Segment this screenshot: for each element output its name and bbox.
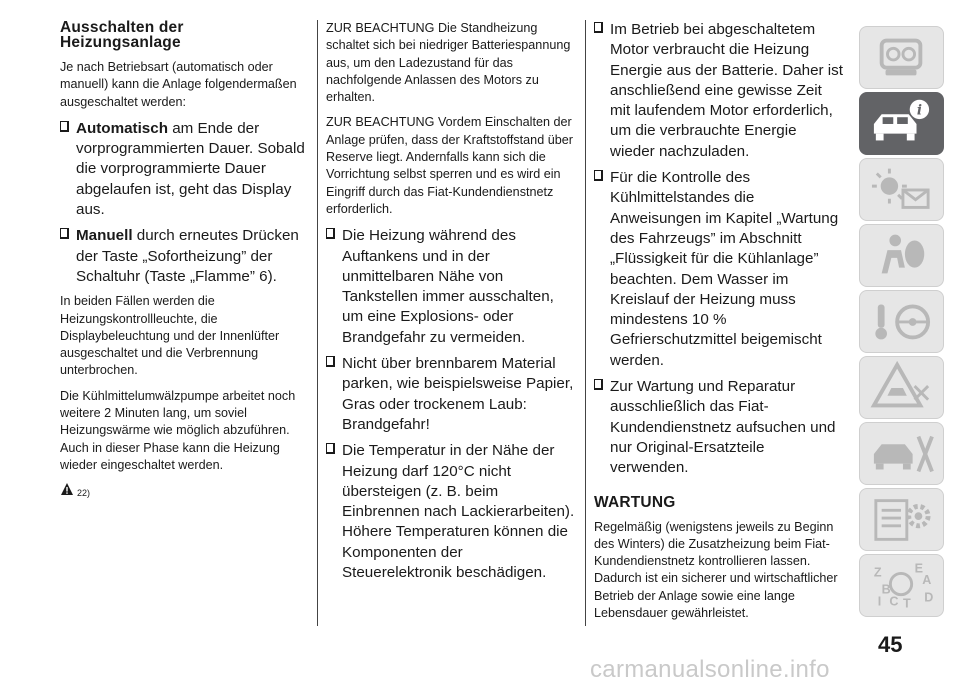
intro-paragraph: Je nach Betriebsart (automatisch oder manuell) kann die Anlage folgendermaßen ausgeschaltet werden: (60, 60, 297, 109)
tab-starting-driving[interactable] (859, 290, 944, 353)
bullet-item: Im Betrieb bei abgeschaltetem Motor verbraucht die Heizung Energie aus der Batterie. Daher ist anschließend eine gewisse Zeit mit laufendem Motor erforderlich, um die verbrauchte Energie wieder nachzuladen. (594, 20, 844, 162)
maintenance-icon (860, 489, 943, 550)
warning-lights-icon (860, 357, 943, 418)
column-divider (317, 20, 318, 626)
checkbox-bullet-icon (60, 228, 69, 239)
bullet-item: Die Temperatur in der Nähe der Heizung darf 120°C nicht übersteigen (z. B. beim Einbrennen nach Lackierarbeiten). Höhere Temperaturen können die Komponenten der Steuerelektronik beschädigen. (326, 441, 576, 583)
checkbox-bullet-icon (594, 170, 603, 181)
bullet-item: Automatisch am Ende der vorprogrammierten Dauer. Sobald die vorprogrammierte Dauer abgelaufen ist, geht das Display aus. (60, 119, 310, 220)
tab-dashboard[interactable] (859, 26, 944, 89)
page-number: 45 (878, 632, 903, 657)
bullet-item: Manuell durch erneutes Drücken der Taste „Sofortheizung” der Schaltuhr (Taste „Flamme” 6). (60, 226, 310, 287)
svg-text:E: E (914, 561, 923, 576)
tab-safety[interactable] (859, 224, 944, 287)
svg-text:I: I (877, 594, 882, 609)
lights-icon (860, 159, 943, 220)
checkbox-bullet-icon (594, 379, 603, 390)
index-icon (860, 555, 943, 616)
safety-airbag-icon (860, 225, 943, 286)
warning-reference (60, 482, 310, 498)
svg-text:D: D (924, 590, 934, 605)
bullet-item: Zur Wartung und Reparatur ausschließlich das Fiat-Kundendienstnetz aufsuchen und nur Original-Ersatzteile verwenden. (594, 377, 844, 478)
emergency-icon (860, 423, 943, 484)
tab-warning-lights[interactable] (859, 356, 944, 419)
dashboard-icon (860, 27, 943, 88)
section-heading: WARTUNG (594, 493, 676, 511)
tab-index[interactable] (859, 554, 944, 617)
tab-emergency[interactable] (859, 422, 944, 485)
bullet-item: Nicht über brennbarem Material parken, wie beispielsweise Papier, Gras oder trockenem Laub: Brandgefahr! (326, 354, 576, 435)
watermark: carmanualsonline.info (590, 656, 830, 683)
tab-car-info[interactable] (859, 92, 944, 155)
note-paragraph: ZUR BEACHTUNG Die Standheizung schaltet sich bei niedriger Batteriespannung aus, um den Ladezustand für das nachfolgende Anlassen des Motors zu erhalten. (326, 21, 571, 105)
car-info-icon (860, 93, 943, 154)
tab-maintenance[interactable] (859, 488, 944, 551)
paragraph: Regelmäßig (wenigstens jeweils zu Beginn des Winters) die Zusatzheizung beim Fiat-Kundendienstnetz kontrollieren lassen. Dadurch ist ein sicherer und wirtschaftlicher Betrieb der Anlage sowie eine lange Lebensdauer gewährleistet. (594, 519, 838, 621)
section-heading: Ausschalten der Heizungsanlage (60, 19, 184, 51)
tab-lights[interactable] (859, 158, 944, 221)
checkbox-bullet-icon (60, 121, 69, 132)
column-1 (60, 20, 310, 498)
bullet-item: Die Heizung während des Auftankens und in der unmittelbaren Nähe von Tankstellen immer ausschalten, um eine Explosions- oder Brandgefahr zu vermeiden. (326, 226, 576, 348)
bullet-item: Für die Kontrolle des Kühlmittelstandes die Anweisungen im Kapitel „Wartung des Fahrzeugs” im Abschnitt „Flüssigkeit für die Kühlanlage” beachten. Dem Wasser im Kreislauf der Heizung muss mindestens 10 % Gefrierschutzmittel beigemischt werden. (594, 168, 844, 371)
svg-text:C: C (889, 594, 899, 609)
svg-text:B: B (881, 582, 891, 597)
paragraph: Die Kühlmittelumwälzpumpe arbeitet noch weitere 2 Minuten lang, um soviel Heizungswärme wie möglich abzuführen. Auch in dieser Phase kann die Heizung wieder eingeschaltet werden. (60, 388, 296, 472)
svg-text:T: T (902, 596, 911, 611)
column-3 (594, 20, 844, 630)
column-2 (326, 20, 576, 589)
starting-driving-icon (860, 291, 943, 352)
warning-triangle-icon (60, 482, 74, 496)
checkbox-bullet-icon (326, 356, 335, 367)
checkbox-bullet-icon (326, 228, 335, 239)
warning-ref-number: 22) (77, 488, 91, 499)
paragraph: In beiden Fällen werden die Heizungskontrollleuchte, die Displaybeleuchtung und der Innenlüfter ausgeschaltet und die Verbrennung unterbrochen. (60, 294, 280, 378)
svg-text:Z: Z (873, 565, 882, 580)
svg-text:A: A (922, 573, 932, 588)
svg-text:i: i (916, 102, 922, 119)
column-divider (585, 20, 586, 626)
checkbox-bullet-icon (594, 22, 603, 33)
checkbox-bullet-icon (326, 443, 335, 454)
note-paragraph: ZUR BEACHTUNG Vordem Einschalten der Anlage prüfen, dass der Kraftstoffstand über Reserve liegt. Andernfalls kann sich die Vorrichtung selbst sperren und es wird ein Eingriff durch das Fiat-Kundendienstnetz erforderlich. (326, 115, 573, 216)
